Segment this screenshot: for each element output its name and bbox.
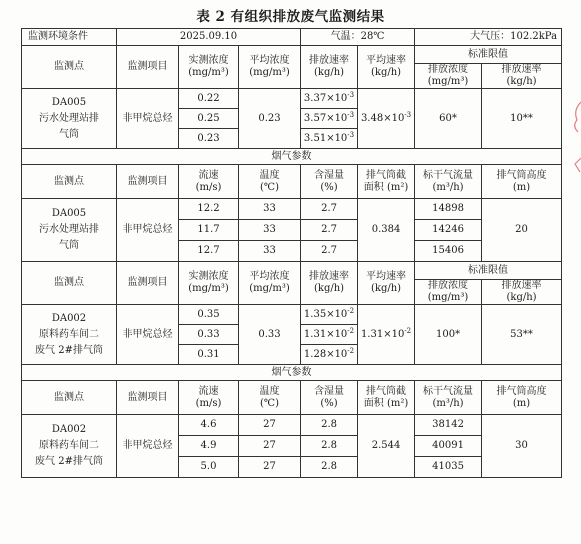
measured-conc: 0.31 bbox=[179, 345, 239, 365]
flue-section-title: 烟气参数 bbox=[22, 149, 562, 165]
red-seal-fragment-icon bbox=[571, 98, 581, 178]
moisture: 2.7 bbox=[301, 199, 358, 220]
results-header-row bbox=[22, 262, 562, 280]
flow-speed: 12.7 bbox=[179, 241, 239, 262]
std-rate-limit: 53** bbox=[482, 305, 562, 365]
flow-speed: 5.0 bbox=[179, 457, 239, 478]
moisture: 2.8 bbox=[301, 457, 358, 478]
conditions-label: 监测环境条件 bbox=[22, 29, 117, 46]
avg-rate: $3.48\times 10^{-3}$ bbox=[358, 89, 415, 149]
measured-conc: 0.22 bbox=[179, 89, 239, 109]
header-standard-limit: 标准限值 bbox=[415, 46, 562, 64]
header-std-rate: 排放速率 (kg/h) bbox=[482, 64, 562, 89]
table-row bbox=[22, 305, 562, 325]
header-standard-limit: 标准限值 bbox=[415, 262, 562, 280]
emission-rate: $3.57\times 10^{-3}$ bbox=[301, 109, 358, 129]
flue-temperature: 33 bbox=[239, 199, 301, 220]
stack-height: 30 bbox=[482, 415, 562, 478]
results-header-row bbox=[22, 46, 562, 64]
flue-temperature: 33 bbox=[239, 241, 301, 262]
std-conc-limit: 100* bbox=[415, 305, 482, 365]
header-std-flow: 标干气流量 (m³/h) bbox=[415, 165, 482, 199]
header-std-conc: 排放浓度 (mg/m³) bbox=[415, 64, 482, 89]
std-flow: 15406 bbox=[415, 241, 482, 262]
header-std-conc: 排放浓度 (mg/m³) bbox=[415, 280, 482, 305]
monitoring-point-da005: DA005 污水处理站排 气筒 bbox=[22, 89, 117, 149]
monitoring-item: 非甲烷总烃 bbox=[117, 89, 179, 149]
header-item: 监测项目 bbox=[117, 381, 179, 415]
moisture: 2.8 bbox=[301, 436, 358, 457]
monitoring-date: 2025.09.10 bbox=[117, 29, 301, 46]
measured-conc: 0.35 bbox=[179, 305, 239, 325]
header-section-area: 排气筒截 面积 (m²) bbox=[358, 381, 415, 415]
flue-section-row bbox=[22, 149, 562, 165]
header-item: 监测项目 bbox=[117, 165, 179, 199]
measured-conc: 0.33 bbox=[179, 325, 239, 345]
measured-conc: 0.25 bbox=[179, 109, 239, 129]
header-section-area: 排气筒截 面积 (m²) bbox=[358, 165, 415, 199]
std-flow: 14898 bbox=[415, 199, 482, 220]
atmospheric-pressure: 大气压：102.2kPa bbox=[415, 29, 562, 46]
emission-rate: $3.51\times 10^{-3}$ bbox=[301, 129, 358, 149]
monitoring-item: 非甲烷总烃 bbox=[117, 415, 179, 478]
header-emission-rate: 排放速率 (kg/h) bbox=[301, 262, 358, 305]
table-row bbox=[22, 199, 562, 220]
flue-temperature: 27 bbox=[239, 415, 301, 436]
moisture: 2.7 bbox=[301, 241, 358, 262]
flue-header-row bbox=[22, 381, 562, 415]
emission-rate: $1.28\times 10^{-2}$ bbox=[301, 345, 358, 365]
header-flow-speed: 流速 (m/s) bbox=[179, 381, 239, 415]
header-point: 监测点 bbox=[22, 46, 117, 89]
avg-conc: 0.23 bbox=[239, 89, 301, 149]
table-row bbox=[22, 415, 562, 436]
header-measured-conc: 实测浓度 (mg/m³) bbox=[179, 262, 239, 305]
flue-header-row bbox=[22, 165, 562, 199]
table-row bbox=[22, 89, 562, 109]
monitoring-item: 非甲烷总烃 bbox=[117, 305, 179, 365]
emission-results-table bbox=[21, 28, 562, 478]
monitoring-point-da002: DA002 原料药车间二 废气 2#排气筒 bbox=[22, 305, 117, 365]
header-stack-height: 排气筒高度 (m) bbox=[482, 381, 562, 415]
header-flow-speed: 流速 (m/s) bbox=[179, 165, 239, 199]
header-temperature: 温度 (℃) bbox=[239, 381, 301, 415]
header-point: 监测点 bbox=[22, 381, 117, 415]
header-point: 监测点 bbox=[22, 165, 117, 199]
monitoring-point-da002: DA002 原料药车间二 废气 2#排气筒 bbox=[22, 415, 117, 478]
std-flow: 41035 bbox=[415, 457, 482, 478]
monitoring-point-da005: DA005 污水处理站排 气筒 bbox=[22, 199, 117, 262]
moisture: 2.8 bbox=[301, 415, 358, 436]
flow-speed: 12.2 bbox=[179, 199, 239, 220]
std-rate-limit: 10** bbox=[482, 89, 562, 149]
stack-height: 20 bbox=[482, 199, 562, 262]
section-area: 2.544 bbox=[358, 415, 415, 478]
std-conc-limit: 60* bbox=[415, 89, 482, 149]
header-avg-conc: 平均浓度 (mg/m³) bbox=[239, 262, 301, 305]
page-title: 表 2 有组织排放废气监测结果 bbox=[196, 9, 385, 25]
flue-temperature: 27 bbox=[239, 436, 301, 457]
flue-section-row bbox=[22, 365, 562, 381]
header-stack-height: 排气筒高度 (m) bbox=[482, 165, 562, 199]
flow-speed: 4.6 bbox=[179, 415, 239, 436]
header-avg-conc: 平均浓度 (mg/m³) bbox=[239, 46, 301, 89]
header-temperature: 温度 (℃) bbox=[239, 165, 301, 199]
avg-conc: 0.33 bbox=[239, 305, 301, 365]
header-moisture: 含湿量 (%) bbox=[301, 165, 358, 199]
emission-rate: $3.37\times 10^{-3}$ bbox=[301, 89, 358, 109]
header-item: 监测项目 bbox=[117, 262, 179, 305]
header-std-rate: 排放速率 (kg/h) bbox=[482, 280, 562, 305]
conditions-row bbox=[22, 29, 562, 46]
header-moisture: 含湿量 (%) bbox=[301, 381, 358, 415]
header-std-flow: 标干气流量 (m³/h) bbox=[415, 381, 482, 415]
std-flow: 14246 bbox=[415, 220, 482, 241]
emission-rate: $1.35\times 10^{-2}$ bbox=[301, 305, 358, 325]
flow-speed: 4.9 bbox=[179, 436, 239, 457]
header-avg-rate: 平均速率 (kg/h) bbox=[358, 262, 415, 305]
emission-rate: $1.31\times 10^{-2}$ bbox=[301, 325, 358, 345]
header-point: 监测点 bbox=[22, 262, 117, 305]
avg-rate: $1.31\times 10^{-2}$ bbox=[358, 305, 415, 365]
header-avg-rate: 平均速率 (kg/h) bbox=[358, 46, 415, 89]
air-temperature: 气温：28℃ bbox=[301, 29, 415, 46]
header-measured-conc: 实测浓度 (mg/m³) bbox=[179, 46, 239, 89]
header-emission-rate: 排放速率 (kg/h) bbox=[301, 46, 358, 89]
flue-temperature: 27 bbox=[239, 457, 301, 478]
moisture: 2.7 bbox=[301, 220, 358, 241]
flue-section-title: 烟气参数 bbox=[22, 365, 562, 381]
header-item: 监测项目 bbox=[117, 46, 179, 89]
std-flow: 40091 bbox=[415, 436, 482, 457]
monitoring-item: 非甲烷总烃 bbox=[117, 199, 179, 262]
flow-speed: 11.7 bbox=[179, 220, 239, 241]
section-area: 0.384 bbox=[358, 199, 415, 262]
measured-conc: 0.23 bbox=[179, 129, 239, 149]
std-flow: 38142 bbox=[415, 415, 482, 436]
flue-temperature: 33 bbox=[239, 220, 301, 241]
